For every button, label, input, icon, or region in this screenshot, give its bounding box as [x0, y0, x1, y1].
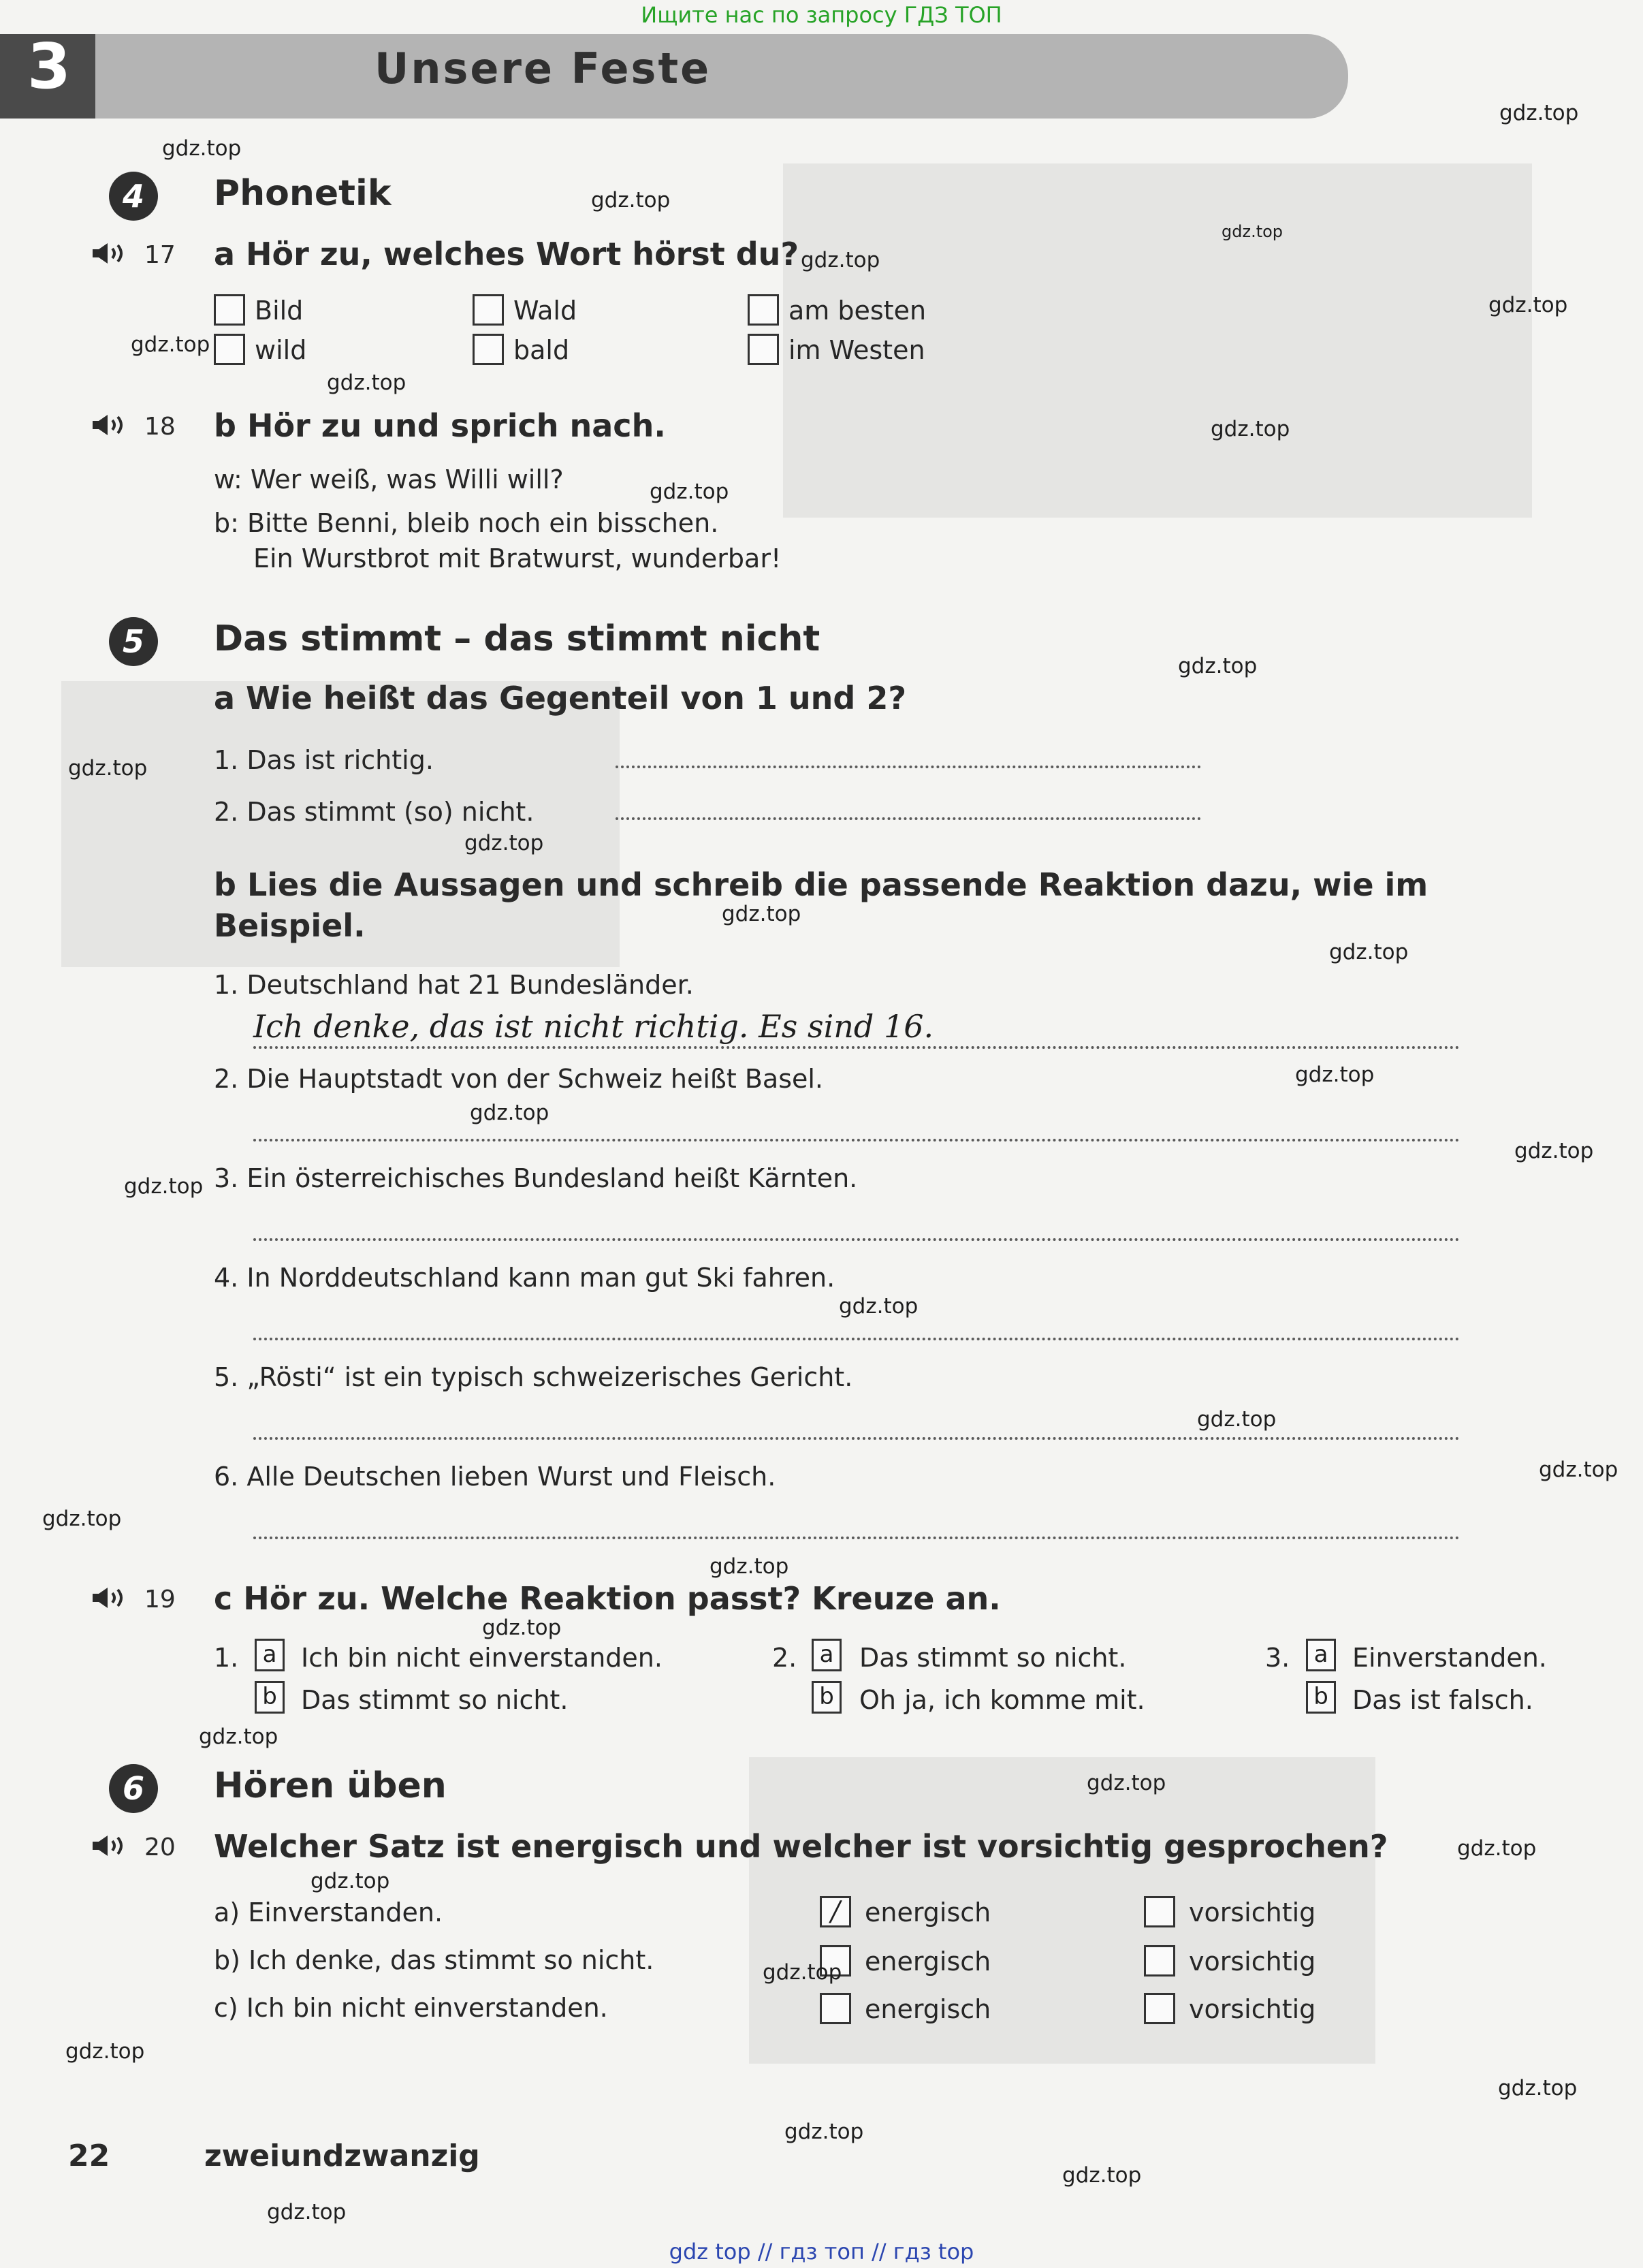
watermark: gdz.top	[591, 188, 671, 212]
option-label: Oh ja, ich komme mit.	[859, 1685, 1145, 1715]
option-label: Bild	[255, 296, 304, 326]
task-title: c Hör zu. Welche Reaktion passt? Kreuze an.	[214, 1580, 1001, 1617]
watermark: gdz.top	[470, 1101, 549, 1125]
checkbox[interactable]	[748, 294, 779, 326]
option-label: Das ist falsch.	[1352, 1685, 1533, 1715]
option-label: vorsichtig	[1189, 1994, 1316, 2024]
option-label: energisch	[865, 1947, 991, 1976]
exercise-item: 2. Das stimmt (so) nicht.	[214, 797, 535, 827]
answer-line[interactable]	[253, 1338, 1460, 1340]
watermark: gdz.top	[709, 1554, 789, 1579]
checkbox-energisch[interactable]	[820, 1993, 851, 2024]
option-label: bald	[513, 335, 570, 365]
watermark: gdz.top	[310, 1869, 390, 1893]
task-title: b Lies die Aussagen und schreib die passende Reaktion dazu, wie im	[214, 866, 1429, 903]
page-number-word: zweiundzwanzig	[204, 2139, 480, 2173]
watermark: gdz.top	[327, 371, 406, 395]
speaker-icon	[93, 1835, 132, 1863]
option-label: wild	[255, 335, 307, 365]
option-label: Einverstanden.	[1352, 1643, 1547, 1673]
watermark: gdz.top	[722, 902, 801, 926]
speaker-icon	[93, 242, 132, 270]
dialog-line: w: Wer weiß, was Willi will?	[214, 464, 564, 494]
checkbox[interactable]	[214, 294, 245, 326]
watermark: gdz.top	[839, 1294, 919, 1319]
option-label: Das stimmt so nicht.	[859, 1643, 1127, 1673]
watermark: gdz.top	[1539, 1458, 1618, 1482]
watermark: gdz.top	[1197, 1407, 1277, 1432]
watermark: gdz.top	[650, 479, 729, 504]
watermark: gdz.top	[1295, 1062, 1375, 1087]
section-title: Das stimmt – das stimmt nicht	[214, 618, 820, 659]
watermark: gdz.top	[1499, 101, 1579, 125]
group-number: 3.	[1265, 1643, 1290, 1673]
exercise-item: 5. „Rösti“ ist ein typisch schweizerisches Gericht.	[214, 1362, 853, 1392]
watermark: gdz.top	[65, 2039, 145, 2064]
watermark: gdz.top	[68, 756, 148, 781]
answer-line[interactable]	[253, 1537, 1460, 1539]
watermark: gdz.top	[124, 1174, 204, 1199]
checkbox-vorsichtig[interactable]	[1144, 1993, 1175, 2024]
exercise-item: 6. Alle Deutschen lieben Wurst und Fleisch.	[214, 1462, 776, 1492]
section-title: Phonetik	[214, 173, 392, 214]
answer-line[interactable]	[253, 1238, 1460, 1241]
answer-line[interactable]	[253, 1139, 1460, 1141]
option-label: energisch	[865, 1897, 991, 1927]
watermark: gdz.top	[42, 1507, 122, 1531]
dialog-line: Ein Wurstbrot mit Bratwurst, wunderbar!	[253, 544, 782, 573]
option-label: im Westen	[788, 335, 925, 365]
answer-line[interactable]	[253, 1437, 1460, 1440]
speaker-icon	[93, 1587, 132, 1615]
group-number: 1.	[214, 1643, 239, 1673]
bottom-search-link[interactable]: gdz top // гдз топ // гдз top	[669, 2239, 974, 2265]
checkbox-energisch-checked[interactable]	[820, 1896, 851, 1927]
watermark: gdz.top	[1087, 1771, 1166, 1795]
watermark: gdz.top	[784, 2120, 864, 2144]
watermark: gdz.top	[1488, 293, 1568, 317]
option-label: energisch	[865, 1994, 991, 2024]
track-number: 18	[144, 413, 176, 441]
exercise-item: 3. Ein österreichisches Bundesland heißt Kärnten.	[214, 1163, 858, 1193]
option-label: Ich bin nicht einverstanden.	[301, 1643, 663, 1673]
checkbox[interactable]	[473, 334, 504, 365]
section-number: 4	[109, 172, 158, 221]
watermark: gdz.top	[1222, 222, 1283, 241]
watermark: gdz.top	[801, 248, 880, 272]
track-number: 17	[144, 241, 176, 269]
speaker-icon	[93, 414, 132, 442]
checkbox-vorsichtig[interactable]	[1144, 1945, 1175, 1976]
option-label: vorsichtig	[1189, 1897, 1316, 1927]
audio-track[interactable]	[93, 241, 176, 270]
top-search-link[interactable]: Ищите нас по запросу ГДЗ ТОП	[641, 2, 1002, 28]
unit-number: 3	[27, 30, 71, 103]
exercise-item: a) Einverstanden.	[214, 1897, 443, 1927]
section-number: 5	[109, 617, 158, 666]
watermark: gdz.top	[1178, 654, 1258, 678]
section-number: 6	[109, 1764, 158, 1813]
watermark: gdz.top	[267, 2200, 347, 2224]
watermark: gdz.top	[199, 1724, 278, 1749]
check-mark: /	[831, 1896, 840, 1927]
option-label: vorsichtig	[1189, 1947, 1316, 1976]
checkbox[interactable]	[214, 334, 245, 365]
group-number: 2.	[772, 1643, 797, 1673]
option-label: Wald	[513, 296, 577, 326]
watermark: gdz.top	[1329, 940, 1409, 964]
answer-box-b[interactable]: b	[812, 1681, 842, 1714]
track-number: 20	[144, 1833, 176, 1861]
task-title: a Wie heißt das Gegenteil von 1 und 2?	[214, 680, 907, 716]
task-title: Welcher Satz ist energisch und welcher ist vorsichtig gesprochen?	[214, 1828, 1388, 1865]
answer-line[interactable]	[253, 1046, 1460, 1049]
answer-box-a[interactable]: a	[1306, 1639, 1336, 1671]
checkbox-vorsichtig[interactable]	[1144, 1896, 1175, 1927]
watermark: gdz.top	[1457, 1836, 1537, 1861]
option-label: Das stimmt so nicht.	[301, 1685, 569, 1715]
task-title: a Hör zu, welches Wort hörst du?	[214, 236, 799, 272]
audio-track[interactable]	[93, 413, 176, 442]
answer-box-a[interactable]: a	[812, 1639, 842, 1671]
audio-track[interactable]	[93, 1586, 176, 1615]
checkbox[interactable]	[748, 334, 779, 365]
watermark: gdz.top	[1062, 2163, 1142, 2188]
exercise-item: 2. Die Hauptstadt von der Schweiz heißt Basel.	[214, 1064, 824, 1094]
answer-box-b[interactable]: b	[1306, 1681, 1336, 1714]
watermark: gdz.top	[464, 831, 544, 855]
watermark: gdz.top	[482, 1616, 562, 1640]
exercise-item: c) Ich bin nicht einverstanden.	[214, 1993, 608, 2023]
task-title: Beispiel.	[214, 907, 366, 944]
task-title: b Hör zu und sprich nach.	[214, 407, 666, 444]
dialog-line: b: Bitte Benni, bleib noch ein bisschen.	[214, 508, 719, 538]
watermark: gdz.top	[1514, 1139, 1594, 1163]
watermark: gdz.top	[1498, 2076, 1578, 2100]
watermark: gdz.top	[162, 136, 242, 161]
watermark: gdz.top	[131, 332, 210, 357]
handwritten-answer: Ich denke, das ist nicht richtig. Es sind 16.	[253, 1008, 934, 1045]
answer-line[interactable]	[616, 766, 1201, 768]
page-number: 22	[68, 2139, 110, 2173]
unit-title: Unsere Feste	[374, 44, 712, 93]
watermark: gdz.top	[1211, 417, 1290, 441]
section-title: Hören üben	[214, 1765, 447, 1806]
answer-line[interactable]	[616, 817, 1201, 820]
exercise-item: 1. Deutschland hat 21 Bundesländer.	[214, 970, 694, 1000]
exercise-item: 1. Das ist richtig.	[214, 745, 434, 775]
track-number: 19	[144, 1586, 176, 1613]
answer-box-a[interactable]: a	[255, 1639, 285, 1671]
option-label: am besten	[788, 296, 927, 326]
watermark: gdz.top	[763, 1960, 842, 1985]
exercise-item: 4. In Norddeutschland kann man gut Ski fahren.	[214, 1263, 835, 1293]
checkbox[interactable]	[473, 294, 504, 326]
exercise-item: b) Ich denke, das stimmt so nicht.	[214, 1945, 654, 1975]
answer-box-b[interactable]: b	[255, 1681, 285, 1714]
audio-track[interactable]	[93, 1833, 176, 1863]
